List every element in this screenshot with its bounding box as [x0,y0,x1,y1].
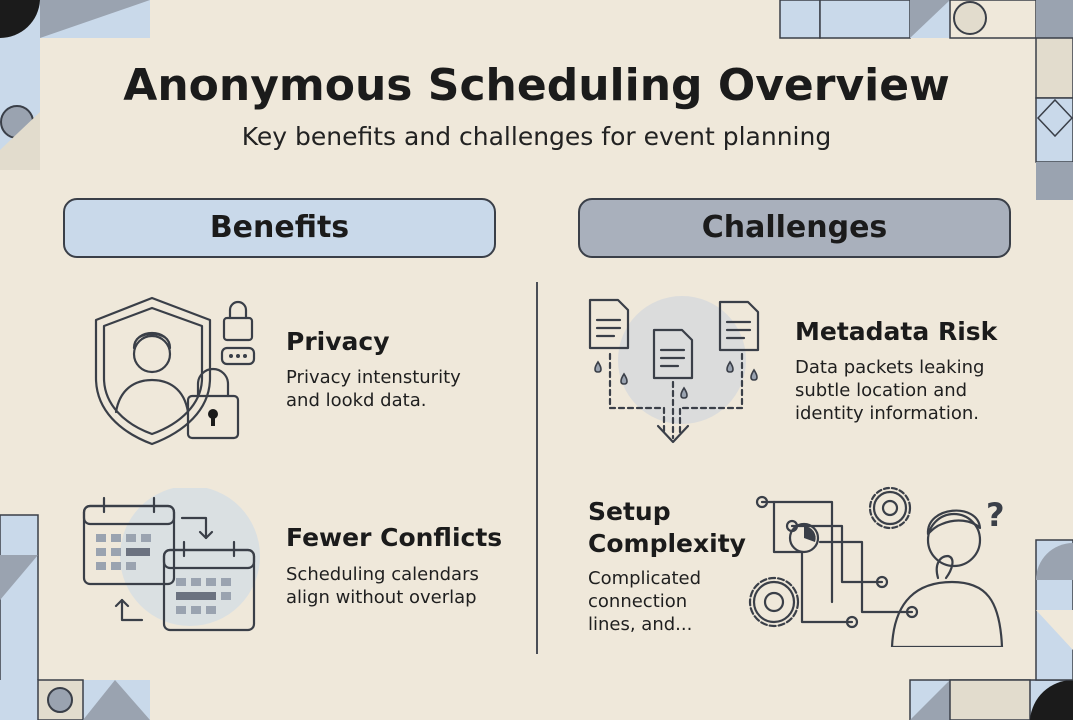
setup-title-line1: Setup [588,497,671,526]
setup-desc-line3: lines, and... [588,614,693,635]
thinking-person-gears-icon [742,482,1010,647]
page-subtitle: Key benefits and challenges for event planning [241,122,832,151]
conflicts-desc-line2: align without overlap [286,587,477,608]
setup-desc-line1: Complicated [588,568,702,589]
leaking-documents-icon [582,292,772,447]
setup-desc-line2: connection [588,591,688,612]
metadata-desc-line3: identity information. [795,403,980,424]
benefits-header: Benefits [63,198,496,258]
conflicts-desc-line1: Scheduling calendars [286,564,479,585]
setup-title-line2: Complexity [588,529,746,558]
conflicts-title: Fewer Conflicts [286,523,503,552]
privacy-desc-line1: Privacy intensturity [286,367,461,388]
metadata-desc-line2: subtle location and [795,380,968,401]
challenges-header: Challenges [578,198,1011,258]
privacy-desc-line2: and lookd data. [286,390,427,411]
svg-text:?: ? [986,496,1005,534]
shield-person-lock-icon [90,292,260,452]
page-title: Anonymous Scheduling Overview [123,60,950,111]
privacy-title: Privacy [286,327,390,356]
metadata-title: Metadata Risk [795,317,998,346]
metadata-desc-line1: Data packets leaking [795,357,985,378]
column-divider [536,282,538,654]
overlapping-calendars-icon [78,488,263,638]
